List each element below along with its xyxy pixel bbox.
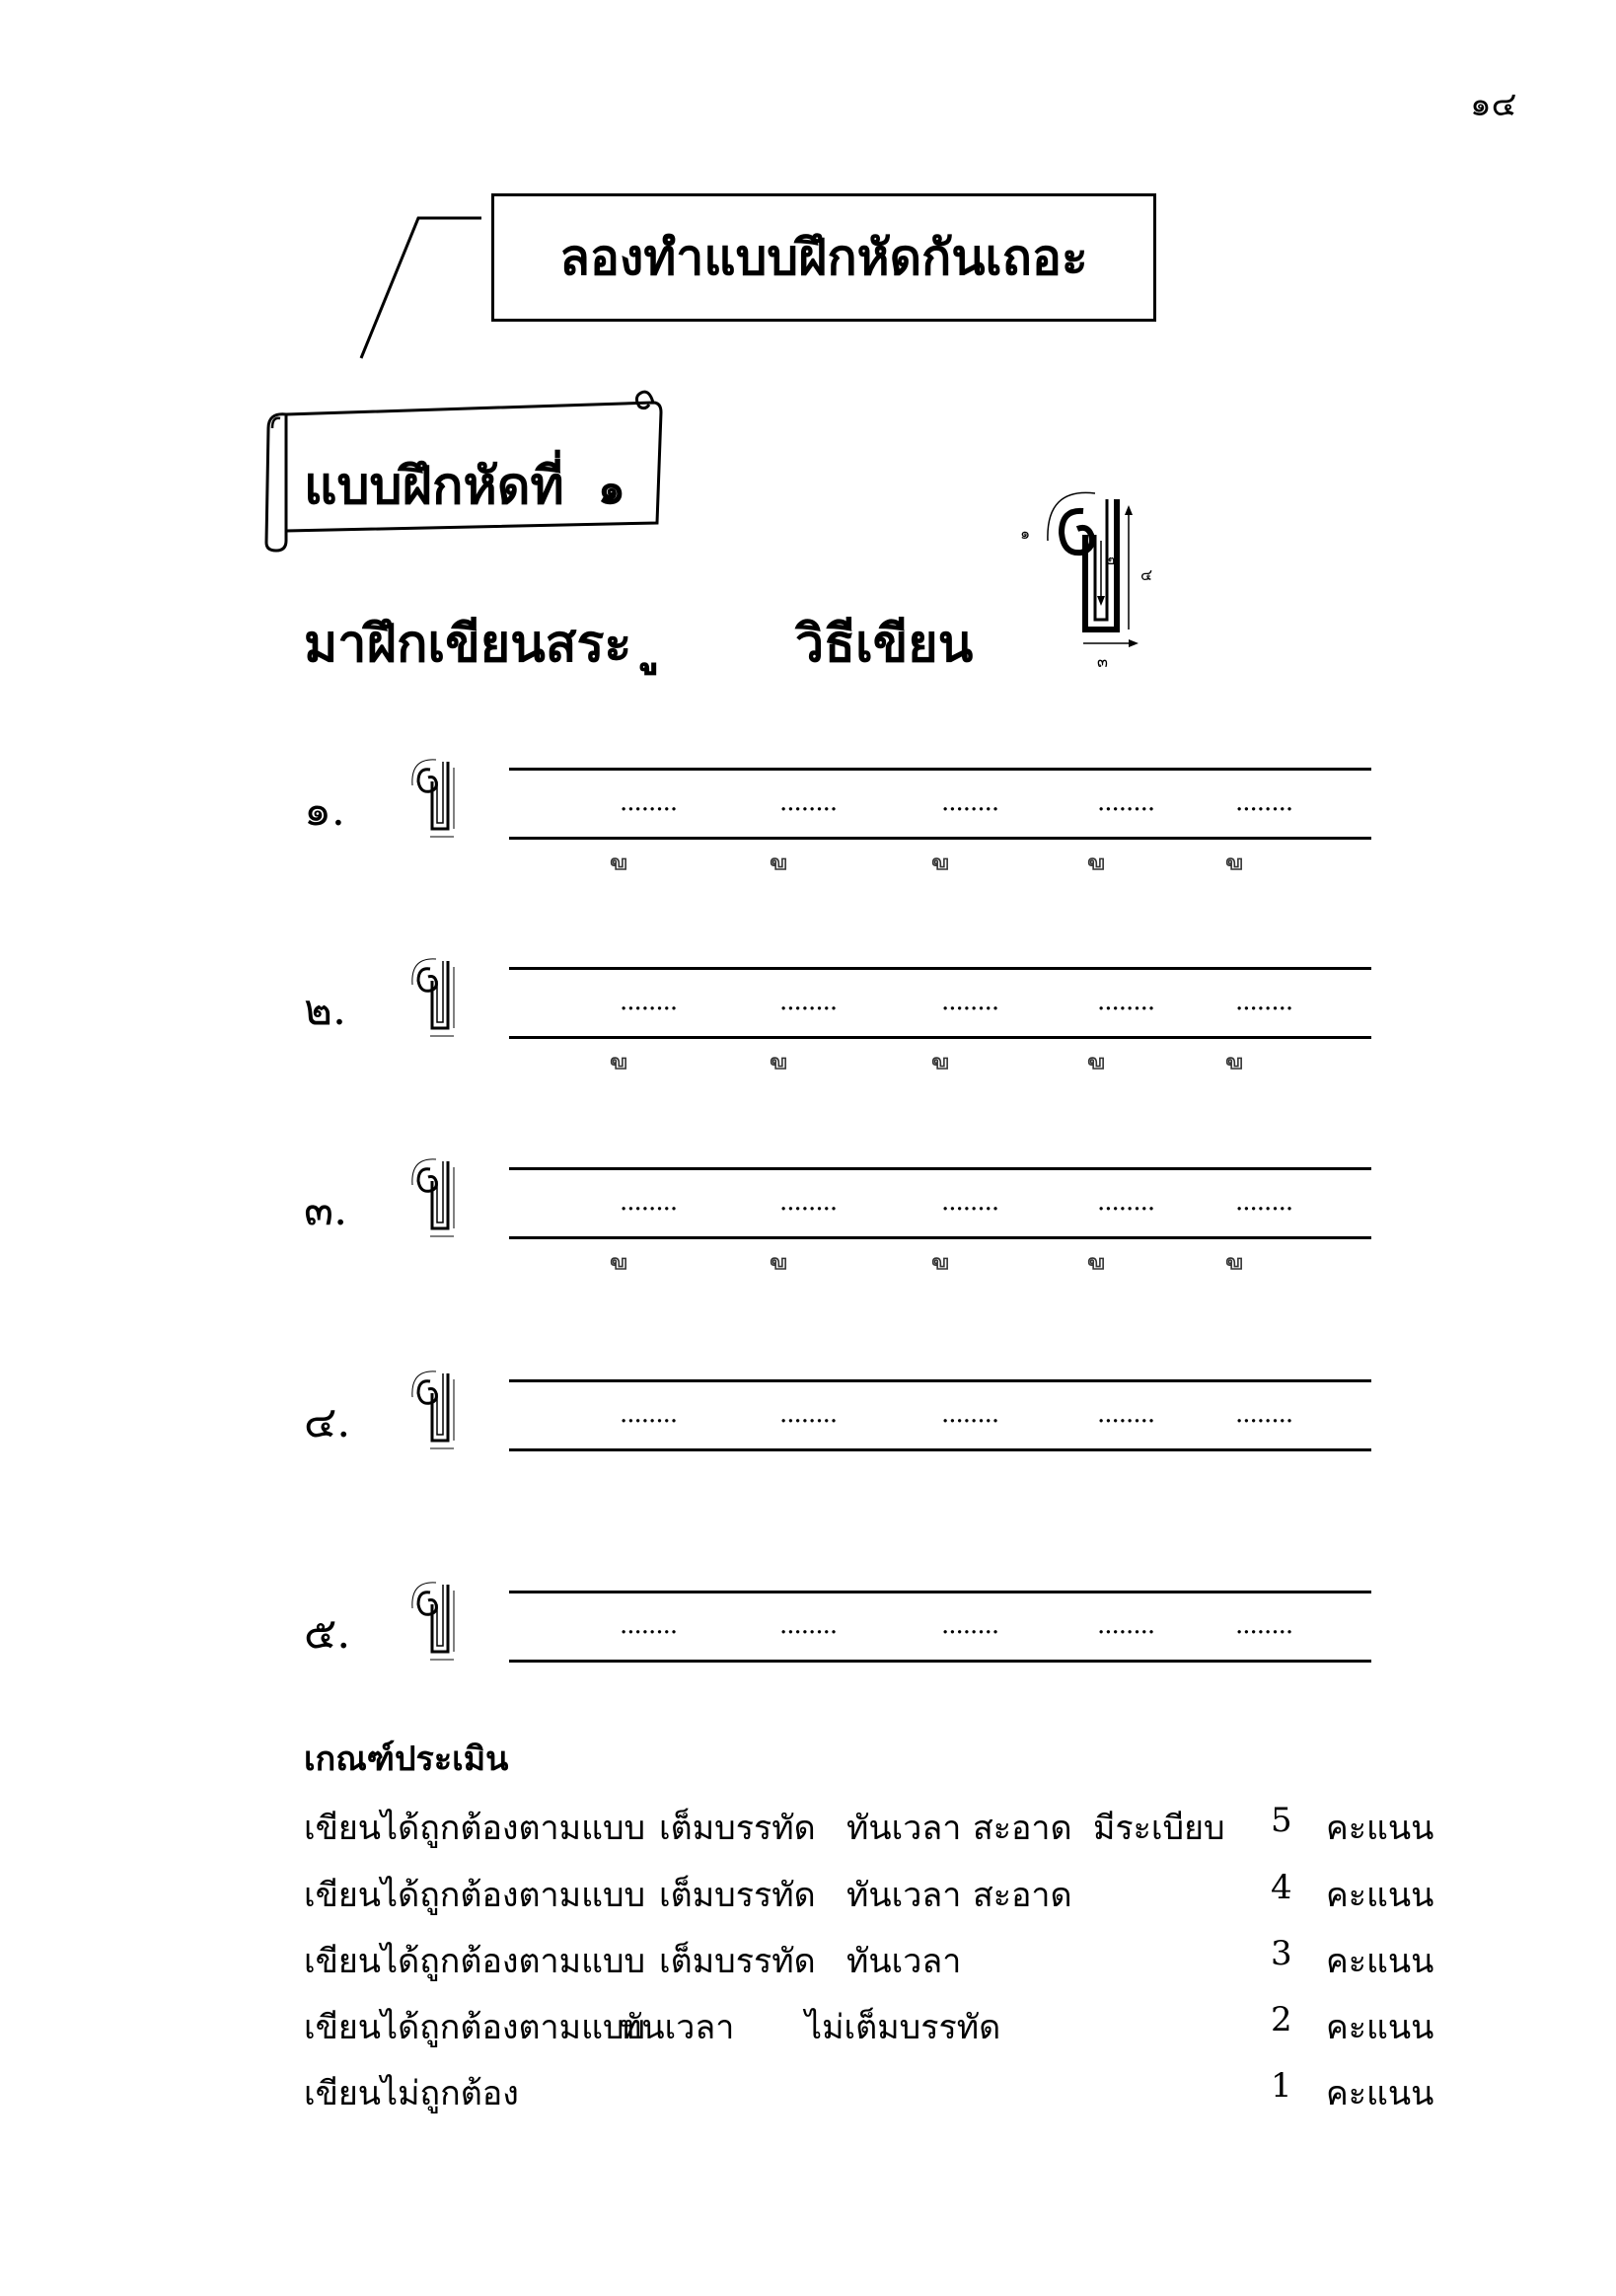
criteria-unit: คะแนน: [1326, 2074, 1434, 2113]
writing-placeholder[interactable]: ........: [779, 1187, 838, 1217]
page-number: ๑๔: [1470, 85, 1517, 124]
heading-text: มาฝึกเขียนสระ: [304, 614, 632, 674]
writing-line-top: [509, 967, 1371, 970]
criteria-score: 5: [1271, 1801, 1292, 1840]
row-number: ๒.: [304, 985, 346, 1035]
criteria-score: 4: [1271, 1868, 1292, 1907]
row-number: ๕.: [304, 1608, 351, 1659]
criteria-c1: เขียนได้ถูกต้องตามแบบ: [304, 1876, 646, 1915]
writing-placeholder[interactable]: ........: [1235, 787, 1293, 817]
stroke-label-3: ๓: [1097, 652, 1108, 671]
criteria-c2: ทันเวลา: [620, 2008, 735, 2047]
criteria-c1: เขียนได้ถูกต้องตามแบบ: [304, 2008, 646, 2047]
writing-placeholder[interactable]: ........: [941, 1399, 999, 1429]
criteria-c3: ทันเวลา: [846, 1809, 962, 1848]
exercise-title: [304, 444, 625, 526]
writing-placeholder[interactable]: ........: [779, 987, 838, 1016]
writing-placeholder[interactable]: ........: [779, 787, 838, 817]
writing-line-top: [509, 768, 1371, 771]
writing-placeholder[interactable]: ........: [941, 787, 999, 817]
row-number: ๔.: [304, 1397, 351, 1447]
writing-placeholder[interactable]: ........: [1235, 1399, 1293, 1429]
criteria-c2: เต็มบรรทัด: [659, 1809, 816, 1848]
stroke-label-1: ๑: [1020, 524, 1031, 543]
exercise-number: ๑: [597, 464, 625, 514]
row-number: ๑.: [304, 785, 345, 836]
writing-placeholder[interactable]: ........: [941, 987, 999, 1016]
writing-placeholder[interactable]: ........: [1097, 1187, 1155, 1217]
exercise-label: แบบฝึกหัดที่: [304, 456, 564, 516]
writing-placeholder[interactable]: ........: [1097, 1399, 1155, 1429]
row-stroke-guide: [393, 1153, 472, 1252]
stroke-label-2: ๒: [1105, 550, 1116, 568]
method-label: วิธีเขียน: [795, 614, 974, 674]
writing-line-top: [509, 1379, 1371, 1382]
writing-placeholder[interactable]: ........: [620, 1187, 678, 1217]
writing-placeholder[interactable]: ........: [1235, 1610, 1293, 1640]
writing-line-top: [509, 1591, 1371, 1593]
row-stroke-guide: [393, 1577, 472, 1675]
row-stroke-guide: [393, 953, 472, 1052]
writing-placeholder[interactable]: ........: [779, 1399, 838, 1429]
criteria-c4: สะอาด: [973, 1809, 1072, 1848]
writing-placeholder[interactable]: ........: [941, 1187, 999, 1217]
writing-line-top: [509, 1167, 1371, 1170]
writing-line-bottom: [509, 1660, 1371, 1663]
writing-line-bottom: [509, 1036, 1371, 1039]
criteria-score: 3: [1271, 1934, 1292, 1973]
writing-placeholder[interactable]: ........: [1097, 787, 1155, 817]
heading: [304, 602, 659, 684]
criteria-unit: คะแนน: [1326, 1876, 1434, 1915]
writing-placeholder[interactable]: ........: [1235, 1187, 1293, 1217]
criteria-c1: เขียนได้ถูกต้องตามแบบ: [304, 1942, 646, 1981]
criteria-unit: คะแนน: [1326, 1942, 1434, 1981]
criteria-c1: เขียนไม่ถูกต้อง: [304, 2074, 519, 2113]
banner-box: [491, 193, 1156, 322]
writing-placeholder[interactable]: ........: [1097, 987, 1155, 1016]
criteria-score: 2: [1271, 2000, 1292, 2039]
banner-text: ลองทำแบบฝึกหัดกันเถอะ: [559, 227, 1088, 286]
stroke-label-4: ๔: [1140, 565, 1153, 584]
writing-placeholder[interactable]: ........: [1097, 1610, 1155, 1640]
criteria-c2: เต็มบรรทัด: [659, 1942, 816, 1981]
criteria-c4: สะอาด: [973, 1876, 1072, 1915]
criteria-score: 1: [1271, 2066, 1292, 2106]
writing-placeholder[interactable]: ........: [779, 1610, 838, 1640]
criteria-unit: คะแนน: [1326, 1809, 1434, 1848]
row-number: ๓.: [304, 1185, 348, 1235]
criteria-c1: เขียนได้ถูกต้องตามแบบ: [304, 1809, 646, 1848]
criteria-unit: คะแนน: [1326, 2008, 1434, 2047]
criteria-title: เกณฑ์ประเมิน: [304, 1740, 509, 1779]
criteria-c2: เต็มบรรทัด: [659, 1876, 816, 1915]
writing-placeholder[interactable]: ........: [620, 1610, 678, 1640]
writing-line-bottom: [509, 1448, 1371, 1451]
criteria-c3: ทันเวลา: [846, 1876, 962, 1915]
writing-placeholder[interactable]: ........: [941, 1610, 999, 1640]
row-stroke-guide: [393, 754, 472, 852]
criteria-c3: ทันเวลา: [846, 1942, 962, 1981]
row-stroke-guide: [393, 1366, 472, 1464]
banner-pointer-line: [357, 212, 485, 360]
criteria-c5: มีระเบียบ: [1093, 1809, 1225, 1848]
writing-placeholder[interactable]: ........: [620, 1399, 678, 1429]
writing-placeholder[interactable]: ........: [620, 787, 678, 817]
stroke-order-guide: [1006, 481, 1154, 679]
writing-line-bottom: [509, 1236, 1371, 1239]
writing-placeholder[interactable]: ........: [620, 987, 678, 1016]
writing-line-bottom: [509, 837, 1371, 840]
writing-placeholder[interactable]: ........: [1235, 987, 1293, 1016]
criteria-c3: ไม่เต็มบรรทัด: [805, 2008, 1001, 2047]
